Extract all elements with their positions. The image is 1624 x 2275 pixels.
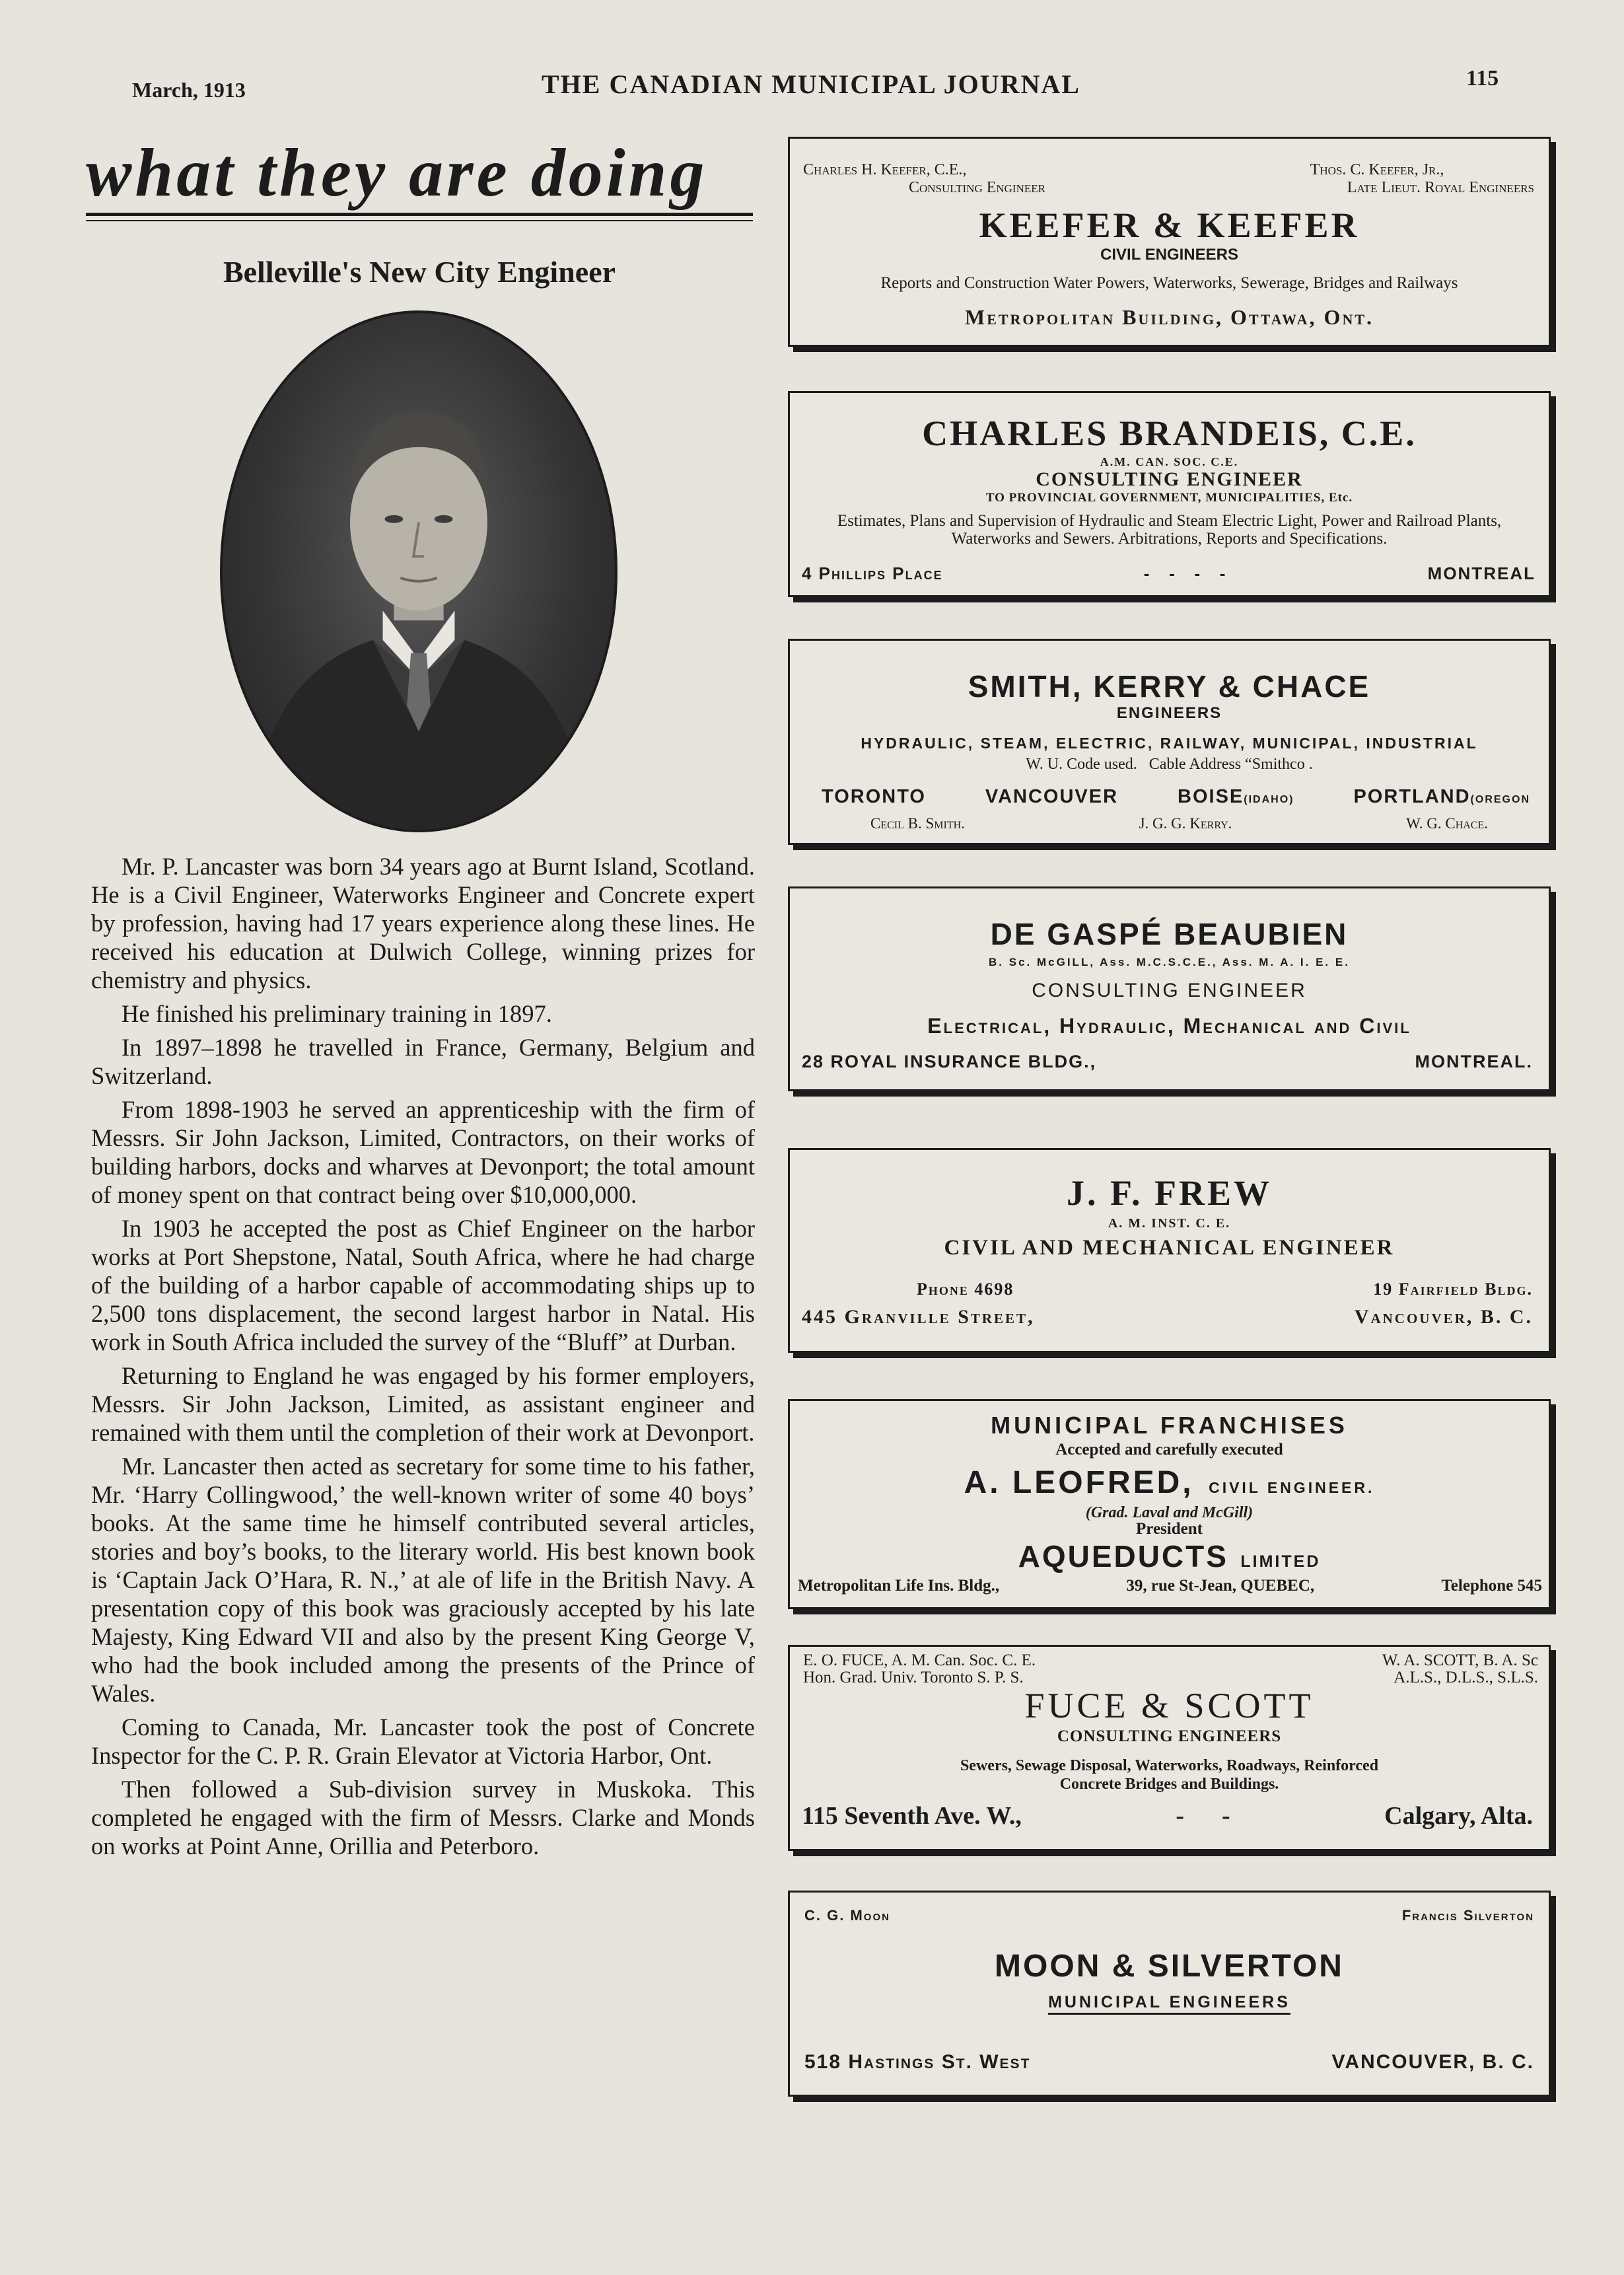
- smith-boise-state: (IDAHO): [1244, 794, 1294, 805]
- moon-right: Francis Silverton: [1401, 1907, 1534, 1924]
- smith-city-boise: BOISE: [1178, 786, 1244, 807]
- article-body: [91, 852, 755, 1865]
- gaspe-address: 28 ROYAL INSURANCE BLDG.,: [802, 1052, 1097, 1071]
- fuce-desc-1: Sewers, Sewage Disposal, Waterworks, Roadways, Reinforced: [960, 1757, 1379, 1774]
- ad-a-leofred: [788, 1399, 1551, 1609]
- moon-city: VANCOUVER, B. C.: [1331, 2051, 1534, 2073]
- frew-phone: Phone 4698: [917, 1280, 1014, 1299]
- heading-rule-thick: [86, 213, 753, 216]
- leofred-name-role: CIVIL ENGINEER.: [1209, 1479, 1375, 1496]
- gaspe-degrees: B. Sc. McGILL, Ass. M.C.S.C.E., Ass. M. A. I. E. E.: [989, 956, 1350, 968]
- brandeis-city: MONTREAL: [1427, 563, 1536, 583]
- smith-city-toronto: TORONTO: [822, 786, 926, 807]
- keefer-sub: CIVIL ENGINEERS: [1100, 246, 1238, 264]
- leofred-company: AQUEDUCTS: [1018, 1539, 1228, 1573]
- moon-left: C. G. Moon: [804, 1907, 890, 1924]
- keefer-left-role: Consulting Engineer: [909, 179, 1045, 196]
- ad-smith-kerry-chace: [788, 639, 1551, 845]
- fuce-right-1: W. A. SCOTT, B. A. Sc: [1382, 1651, 1538, 1669]
- frew-firm: J. F. FREW: [1066, 1173, 1273, 1213]
- leofred-street: 39, rue St-Jean, QUEBEC,: [1126, 1577, 1315, 1595]
- ad-j-f-frew: [788, 1148, 1551, 1353]
- leofred-head: MUNICIPAL FRANCHISES: [991, 1412, 1348, 1439]
- smith-fields: HYDRAULIC, STEAM, ELECTRIC, RAILWAY, MUNICIPAL, INDUSTRIAL: [861, 735, 1478, 752]
- brandeis-dashes: - - - -: [1143, 563, 1227, 583]
- leofred-accepted: Accepted and carefully executed: [1055, 1441, 1283, 1459]
- keefer-desc: Reports and Construction Water Powers, Waterworks, Sewerage, Bridges and Railways: [880, 274, 1458, 292]
- portrait-photo: [220, 310, 618, 832]
- ad-de-gaspe-beaubien: [788, 886, 1551, 1091]
- brandeis-role: CONSULTING ENGINEER: [1036, 468, 1303, 490]
- smith-portland-state: (OREGON: [1470, 794, 1530, 805]
- fuce-left-2: Hon. Grad. Univ. Toronto S. P. S.: [803, 1669, 1024, 1686]
- article-paragraph: In 1903 he accepted the post as Chief Engineer on the harbor works at Port Shepstone, Natal, South Africa, where he had charge of the building of a harbor capable of accommodating ships up to 2,500 tons displacement, the second largest harbor in Natal. His work in South Africa included the survey of the “Bluff” at Durban.: [91, 1215, 755, 1355]
- article-paragraph: Then followed a Sub-division survey in Muskoka. This completed he engaged with the firm of Messrs. Clarke and Monds on works at Point Anne, Orillia and Peterboro.: [91, 1776, 755, 1860]
- keefer-left-name: Charles H. Keefer, C.E.,: [803, 161, 967, 178]
- smith-partner-1: Cecil B. Smith.: [870, 815, 965, 832]
- brandeis-assoc: A.M. CAN. SOC. C.E.: [1100, 455, 1239, 468]
- keefer-right-name: Thos. C. Keefer, Jr.,: [1310, 161, 1444, 178]
- gaspe-role: CONSULTING ENGINEER: [1032, 980, 1307, 1001]
- fuce-sub: CONSULTING ENGINEERS: [1057, 1727, 1282, 1745]
- brandeis-to: TO PROVINCIAL GOVERNMENT, MUNICIPALITIES, Etc.: [985, 491, 1353, 505]
- gaspe-firm: DE GASPÉ BEAUBIEN: [990, 917, 1349, 951]
- ad-moon-silverton: [788, 1891, 1551, 2097]
- keefer-firm: KEEFER & KEEFER: [979, 205, 1360, 245]
- article-paragraph: Returning to England he was engaged by his former employers, Messrs. Sir John Jackson, Limited, as assistant engineer and remained with them until the completion of their work at Devonport.: [91, 1362, 755, 1446]
- frew-assoc: A. M. INST. C. E.: [1108, 1216, 1231, 1231]
- article-paragraph: From 1898-1903 he served an apprenticeship with the firm of Messrs. Sir John Jackson, Limited, Contractors, on their works of building harbors, docks and wharves at Devonport; the total amount of money spent on that contract being over $10,000,000.: [91, 1096, 755, 1208]
- fuce-right-2: A.L.S., D.L.S., S.L.S.: [1394, 1669, 1538, 1686]
- ad-keefer-keefer: [788, 137, 1551, 347]
- journal-title: THE CANADIAN MUNICIPAL JOURNAL: [542, 69, 1080, 99]
- brandeis-firm: CHARLES BRANDEIS, C.E.: [922, 414, 1417, 453]
- article-paragraph: Coming to Canada, Mr. Lancaster took the post of Concrete Inspector for the C. P. R. Grain Elevator at Victoria Harbor, Ont.: [91, 1714, 755, 1769]
- leofred-company-suffix: LIMITED: [1240, 1552, 1321, 1571]
- ad-charles-brandeis: [788, 391, 1551, 597]
- moon-sub: MUNICIPAL ENGINEERS: [1048, 1993, 1290, 2015]
- smith-partner-3: W. G. Chace.: [1406, 815, 1488, 832]
- frew-street: 445 Granville Street,: [802, 1306, 1035, 1328]
- article-paragraph: He finished his preliminary training in 1897.: [122, 1000, 552, 1027]
- fuce-city: Calgary, Alta.: [1384, 1802, 1533, 1830]
- moon-address: 518 Hastings St. West: [804, 2051, 1031, 2073]
- fuce-desc-2: Concrete Bridges and Buildings.: [1059, 1776, 1279, 1793]
- fuce-left-1: E. O. FUCE, A. M. Can. Soc. C. E.: [803, 1651, 1036, 1669]
- page-number: 115: [1466, 66, 1499, 90]
- smith-firm: SMITH, KERRY & CHACE: [968, 669, 1371, 704]
- smith-partner-2: J. G. G. Kerry.: [1139, 815, 1232, 832]
- article-paragraph: In 1897–1898 he travelled in France, Germany, Belgium and Switzerland.: [91, 1034, 755, 1089]
- article-title: Belleville's New City Engineer: [223, 255, 616, 289]
- frew-role: CIVIL AND MECHANICAL ENGINEER: [944, 1236, 1395, 1260]
- issue-date: March, 1913: [132, 78, 246, 102]
- article-paragraph: Mr. Lancaster then acted as secretary for some time to his father, Mr. ‘Harry Collingwood,’ the well-known writer of some 40 boys’ books. At the same time he himself contributed several articles, stories and boy’s books, to the literary world. His best known book is ‘Captain Jack O’Hara, R. N.,’ at ale of life in the British Navy. A presentation copy of this book was graciously accepted by his late Majesty, King Edward VII and also by the present King George V, who had the book included among the presents of the Prince of Wales.: [91, 1453, 755, 1707]
- frew-city: Vancouver, B. C.: [1354, 1306, 1533, 1328]
- leofred-name: A. LEOFRED,: [964, 1465, 1194, 1500]
- leofred-grad: (Grad. Laval and McGill): [1085, 1504, 1253, 1521]
- fuce-dashes: - -: [1176, 1802, 1230, 1830]
- portrait-figure: [223, 313, 615, 830]
- leofred-phone: Telephone 545: [1441, 1577, 1542, 1595]
- leofred-bldg: Metropolitan Life Ins. Bldg.,: [798, 1577, 1000, 1595]
- fuce-firm: FUCE & SCOTT: [1024, 1686, 1314, 1725]
- fuce-address: 115 Seventh Ave. W.,: [802, 1802, 1022, 1830]
- smith-sub: ENGINEERS: [1116, 704, 1222, 722]
- article-paragraph: Mr. P. Lancaster was born 34 years ago at Burnt Island, Scotland. He is a Civil Engineer, Waterworks Engineer and Concrete expert by profession, having had 17 years experience along these lines. He received his education at Dulwich College, winning prizes for chemistry and physics.: [91, 853, 755, 993]
- heading-rule-thin: [86, 220, 753, 221]
- frew-bldg: 19 Fairfield Bldg.: [1373, 1280, 1533, 1299]
- ad-fuce-scott: [788, 1645, 1551, 1851]
- brandeis-desc: Estimates, Plans and Supervision of Hydraulic and Steam Electric Light, Power and Railroad Plants, Waterworks and Sewers. Arbitrations, Reports and Specifications.: [837, 512, 1502, 548]
- section-heading: what they are doing: [86, 135, 708, 211]
- keefer-address: Metropolitan Building, Ottawa, Ont.: [964, 305, 1374, 329]
- smith-city-vancouver: VANCOUVER: [985, 786, 1119, 807]
- brandeis-address: 4 Phillips Place: [802, 563, 943, 583]
- smith-city-portland: PORTLAND: [1353, 786, 1471, 807]
- gaspe-city: MONTREAL.: [1415, 1052, 1533, 1071]
- keefer-right-role: Late Lieut. Royal Engineers: [1347, 179, 1534, 196]
- leofred-president: President: [1136, 1520, 1203, 1538]
- smith-code: W. U. Code used. Cable Address “Smithco .: [1026, 756, 1313, 773]
- moon-firm: MOON & SILVERTON: [995, 1949, 1344, 1984]
- gaspe-fields: Electrical, Hydraulic, Mechanical and Civil: [927, 1014, 1411, 1038]
